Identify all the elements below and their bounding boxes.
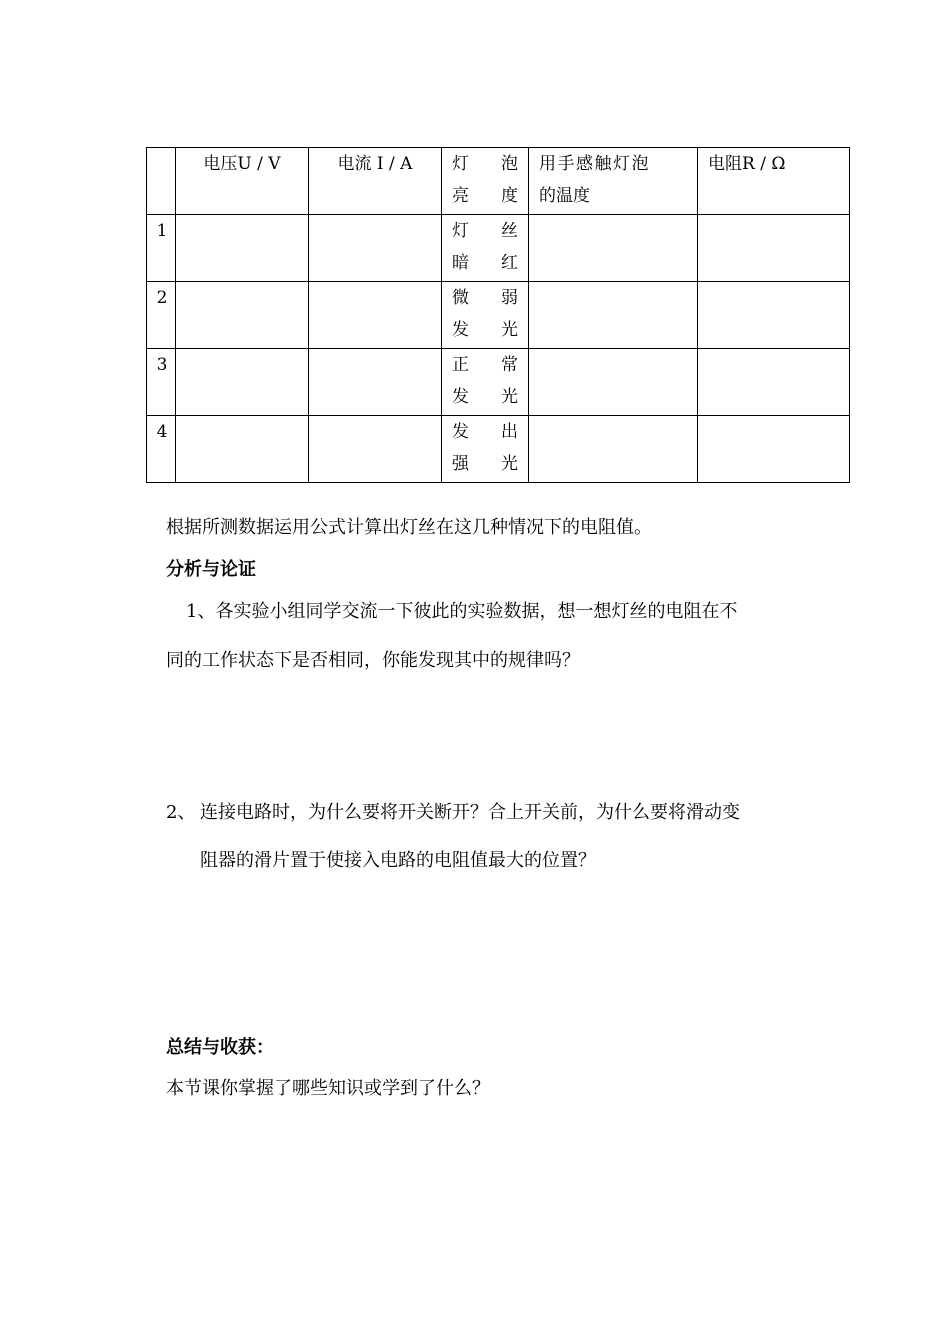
current-cell <box>309 215 442 282</box>
brightness-line1: 灯 丝 <box>452 221 518 241</box>
brightness-line2: 暗红 <box>452 253 518 273</box>
touch-cell <box>529 349 698 416</box>
question-1-line-1: 1、各实验小组同学交流一下彼此的实验数据，想一想灯丝的电阻在不 <box>186 601 738 622</box>
question-2-line-1: 连接电路时，为什么要将开关断开？合上开关前，为什么要将滑动变 <box>200 802 740 823</box>
voltage-cell <box>176 215 309 282</box>
table-row <box>147 215 850 282</box>
table-row <box>147 349 850 416</box>
current-cell <box>309 282 442 349</box>
header-current: 电流 I / A <box>309 148 442 215</box>
voltage-cell <box>176 282 309 349</box>
header-touch-temperature <box>529 148 698 215</box>
header-brightness-line2: 亮度 <box>452 186 518 206</box>
voltage-cell <box>176 349 309 416</box>
brightness-cell <box>442 282 529 349</box>
row-index: 3 <box>147 349 176 416</box>
brightness-line1: 正 常 <box>452 355 518 375</box>
brightness-cell <box>442 349 529 416</box>
resistance-cell <box>698 282 850 349</box>
current-cell <box>309 349 442 416</box>
brightness-line2: 强光 <box>452 454 518 474</box>
summary-heading: 总结与收获： <box>166 1037 274 1058</box>
question-1-line-2: 同的工作状态下是否相同，你能发现其中的规律吗？ <box>166 650 580 671</box>
header-brightness-line1: 灯 泡 <box>452 154 518 174</box>
voltage-cell <box>176 416 309 483</box>
analysis-heading: 分析与论证 <box>166 559 256 580</box>
row-index: 1 <box>147 215 176 282</box>
brightness-cell <box>442 416 529 483</box>
brightness-line2: 发光 <box>452 320 518 340</box>
header-touch-line1: 用手感触灯泡 <box>539 154 650 174</box>
current-cell <box>309 416 442 483</box>
header-voltage: 电压U / V <box>176 148 309 215</box>
calc-instruction: 根据所测数据运用公式计算出灯丝在这几种情况下的电阻值。 <box>166 517 652 538</box>
question-2-line-2: 阻器的滑片置于使接入电路的电阻值最大的位置？ <box>200 850 596 871</box>
row-index: 4 <box>147 416 176 483</box>
header-touch-line2: 的温度 <box>539 186 590 206</box>
touch-cell <box>529 416 698 483</box>
row-index: 2 <box>147 282 176 349</box>
measurement-table <box>146 147 850 483</box>
touch-cell <box>529 215 698 282</box>
resistance-cell <box>698 215 850 282</box>
header-resistance: 电阻R / Ω <box>698 148 850 215</box>
brightness-line1: 发 出 <box>452 422 518 442</box>
brightness-cell <box>442 215 529 282</box>
brightness-line1: 微 弱 <box>452 288 518 308</box>
table-row <box>147 282 850 349</box>
table-row <box>147 416 850 483</box>
question-2-number: 2、 <box>166 802 196 823</box>
header-index-cell <box>147 148 176 215</box>
touch-cell <box>529 282 698 349</box>
header-brightness <box>442 148 529 215</box>
brightness-line2: 发光 <box>452 387 518 407</box>
table-header-row <box>147 148 850 215</box>
resistance-cell <box>698 349 850 416</box>
resistance-cell <box>698 416 850 483</box>
summary-question: 本节课你掌握了哪些知识或学到了什么？ <box>166 1078 490 1099</box>
